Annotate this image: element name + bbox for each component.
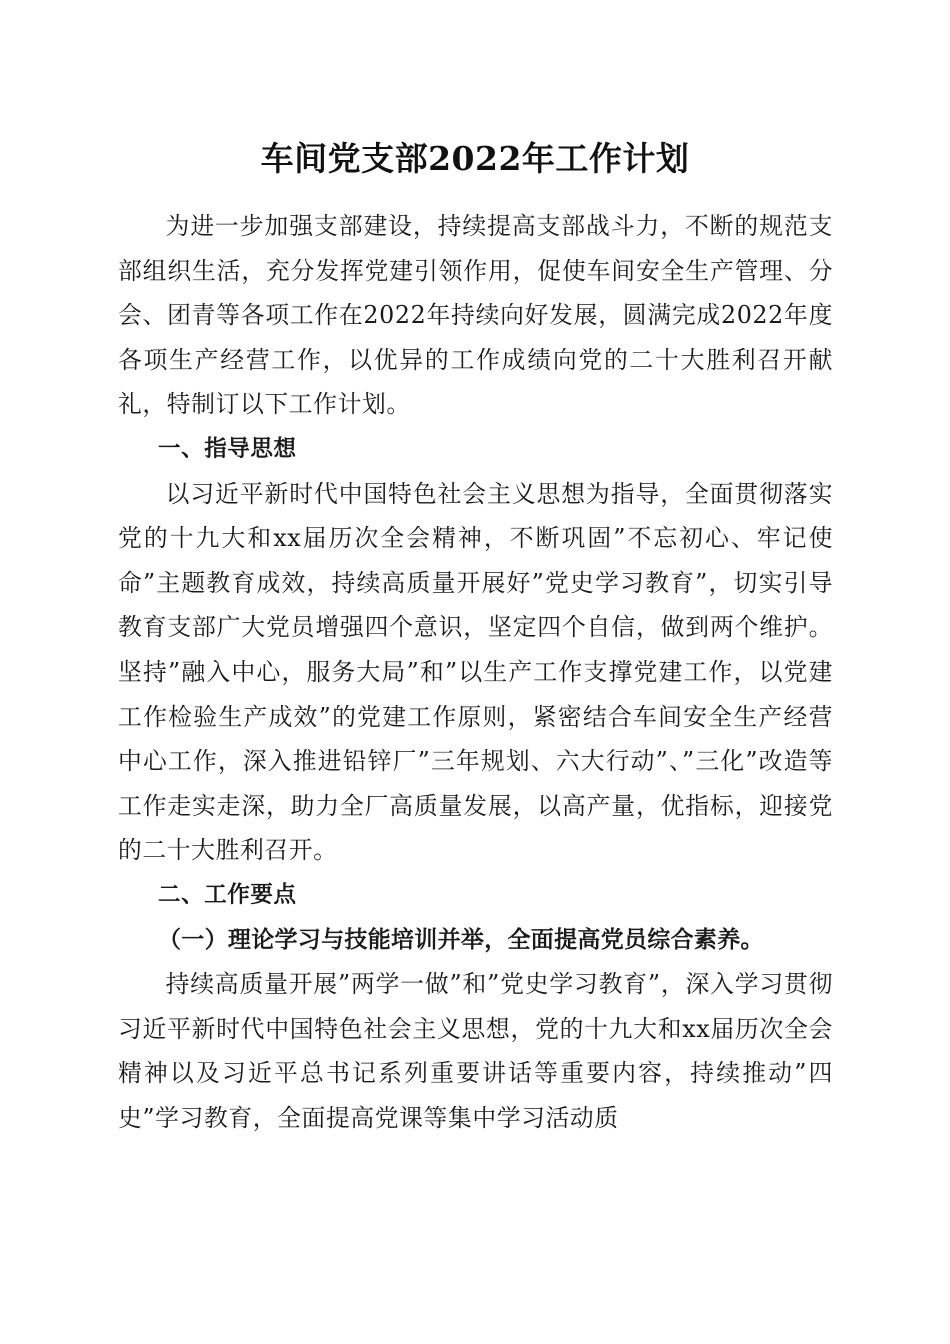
section-heading-work-points: 二、工作要点: [158, 881, 297, 908]
section-heading-guiding-ideology: 一、指导思想: [158, 435, 297, 462]
study-training-paragraph: 持续高质量开展”两学一做”和”党史学习教育”，深入学习贯彻习近平新时代中国特色社会主义思想，党的十九大和xx届历次全会精神以及习近平总书记系列重要讲话等重要内容，持续推动”四史”学习教育，全面提高党课等集中学习活动质: [118, 970, 833, 1132]
subsection-heading-study-training: （一）理论学习与技能培训并举，全面提高党员综合素养。: [158, 925, 764, 953]
document-title: 车间党支部2022年工作计划: [260, 139, 690, 178]
document-body: [118, 204, 833, 1140]
intro-paragraph: 为进一步加强支部建设，持续提高支部战斗力，不断的规范支部组织生活，充分发挥党建引领作用，促使车间安全生产管理、分会、团青等各项工作在2022年持续向好发展，圆满完成2022年度各项生产经营工作，以优异的工作成绩向党的二十大胜利召开献礼，特制订以下工作计划。: [118, 212, 833, 419]
guiding-ideology-paragraph: 以习近平新时代中国特色社会主义思想为指导，全面贯彻落实党的十九大和xx届历次全会精神，不断巩固”不忘初心、牢记使命”主题教育成效，持续高质量开展好”党史学习教育”，切实引导教育支部广大党员增强四个意识，坚定四个自信，做到两个维护。坚持”融入中心，服务大局”和”以生产工作支撑党建工作，以党建工作检验生产成效”的党建工作原则，紧密结合车间安全生产经营中心工作，深入推进铅锌厂”三年规划、六大行动”、”三化”改造等工作走实走深，助力全厂高质量发展，以高产量，优指标，迎接党的二十大胜利召开。: [118, 479, 833, 865]
